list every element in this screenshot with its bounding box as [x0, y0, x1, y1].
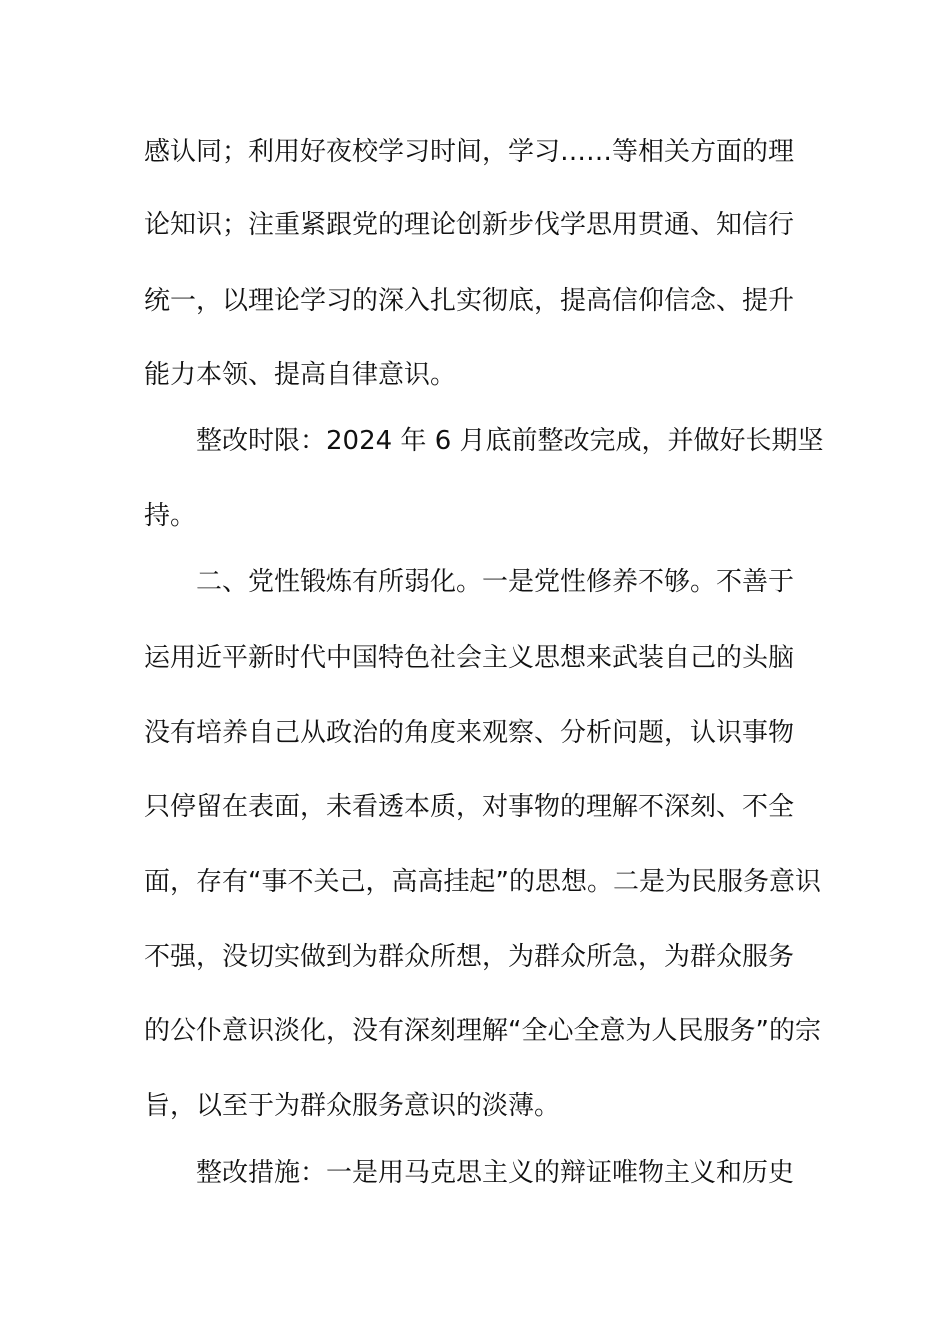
text-line: 没有培养自己从政治的角度来观察、分析问题，认识事物	[144, 718, 795, 748]
text-line: 能力本领、提高自律意识。	[144, 360, 457, 390]
text-line: 持。	[144, 501, 197, 531]
text-line: 感认同；利用好夜校学习时间，学习……等相关方面的理	[144, 137, 795, 167]
text-line: 不强，没切实做到为群众所想，为群众所急，为群众服务	[144, 942, 795, 972]
text-line: 整改措施：一是用马克思主义的辩证唯物主义和历史	[196, 1158, 795, 1188]
text-line: 的公仆意识淡化，没有深刻理解“全心全意为人民服务”的宗	[144, 1016, 821, 1046]
text-line: 只停留在表面，未看透本质，对事物的理解不深刻、不全	[144, 792, 795, 822]
text-line: 论知识；注重紧跟党的理论创新步伐学思用贯通、知信行	[144, 210, 795, 240]
text-line: 整改时限：2024 年 6 月底前整改完成，并做好长期坚	[196, 426, 824, 456]
text-line: 面，存有“事不关己，高高挂起”的思想。二是为民服务意识	[144, 867, 821, 897]
text-line: 统一，以理论学习的深入扎实彻底，提高信仰信念、提升	[144, 286, 795, 316]
section-heading-line: 二、党性锻炼有所弱化。一是党性修养不够。不善于	[196, 567, 795, 597]
text-line: 旨，以至于为群众服务意识的淡薄。	[144, 1091, 561, 1121]
text-line: 运用近平新时代中国特色社会主义思想来武装自己的头脑	[144, 643, 795, 673]
